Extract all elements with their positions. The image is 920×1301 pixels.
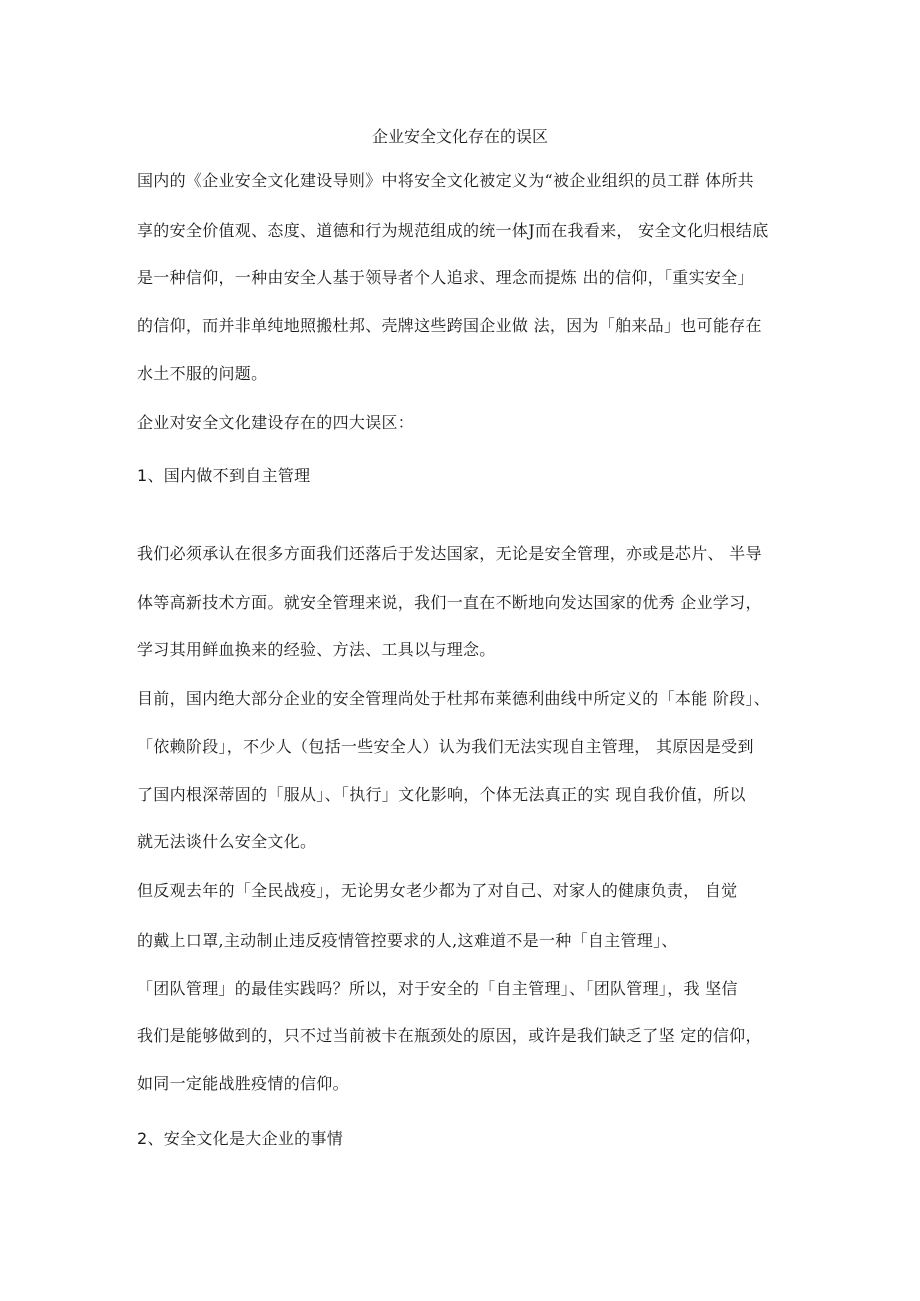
- intro-line-2: 享的安全价值观、态度、道德和行为规范组成的统一体J而在我看来， 安全文化归根结底: [137, 221, 769, 240]
- intro-line-1: 国内的《企业安全文化建设导则》中将安全文化被定义为“被企业组织的员工群 体所共: [137, 171, 754, 190]
- intro-line-4: 的信仰，而并非单纯地照搬杜邦、壳牌这些跨国企业做 法，因为「舶来品」也可能存在: [137, 316, 762, 335]
- section-1-p3-line-1: 但反观去年的「全民战疫」，无论男女老少都为了对自己、对家人的健康负责， 自觉: [137, 881, 738, 900]
- document-title: 企业安全文化存在的误区: [371, 127, 548, 146]
- section-1-p2-line-2: 「依赖阶段」，不少人（包括一些安全人）认为我们无法实现自主管理， 其原因是受到: [137, 737, 754, 756]
- intro-line-3: 是一种信仰，一种由安全人基于领导者个人追求、理念而提炼 出的信仰，「重实安全」: [137, 268, 754, 287]
- section-1-p2-line-4: 就无法谈什么安全文化。: [137, 832, 317, 851]
- section-1-p3-line-3: 「团队管理」的最佳实践吗？所以，对于安全的「自主管理」、「团队管理」，我 坚信: [137, 979, 738, 998]
- section-1-p3-line-4: 我们是能够做到的，只不过当前被卡在瓶颈处的原因，或许是我们缺乏了坚 定的信仰，: [137, 1026, 762, 1045]
- section-1-heading: 1、国内做不到自主管理: [137, 466, 311, 485]
- section-1-p1-line-1: 我们必须承认在很多方面我们还落后于发达国家，无论是安全管理，亦或是芯片、 半导: [137, 544, 762, 563]
- lead-paragraph: 企业对安全文化建设存在的四大误区：: [137, 413, 415, 432]
- section-1-p2-line-1: 目前，国内绝大部分企业的安全管理尚处于杜邦布莱德利曲线中所定义的「本能 阶段」、: [137, 689, 771, 708]
- section-1-p2-line-3: 了国内根深蒂固的「服从」、「执行」文化影响，个体无法真正的实 现自我价值，所以: [137, 785, 746, 804]
- section-1-p3-line-2: 的戴上口罩,主动制止违反疫情管控要求的人,这难道不是一种「自主管理」、: [137, 931, 678, 950]
- intro-line-5: 水土不服的问题。: [137, 364, 268, 383]
- section-1-p1-line-3: 学习其用鲜血换来的经验、方法、工具以与理念。: [137, 640, 496, 659]
- section-1-p3-line-5: 如同一定能战胜疫情的信仰。: [137, 1074, 349, 1093]
- section-1-p1-line-2: 体等高新技术方面。就安全管理来说，我们一直在不断地向发达国家的优秀 企业学习，: [137, 593, 762, 612]
- section-2-heading: 2、安全文化是大企业的事情: [137, 1129, 344, 1148]
